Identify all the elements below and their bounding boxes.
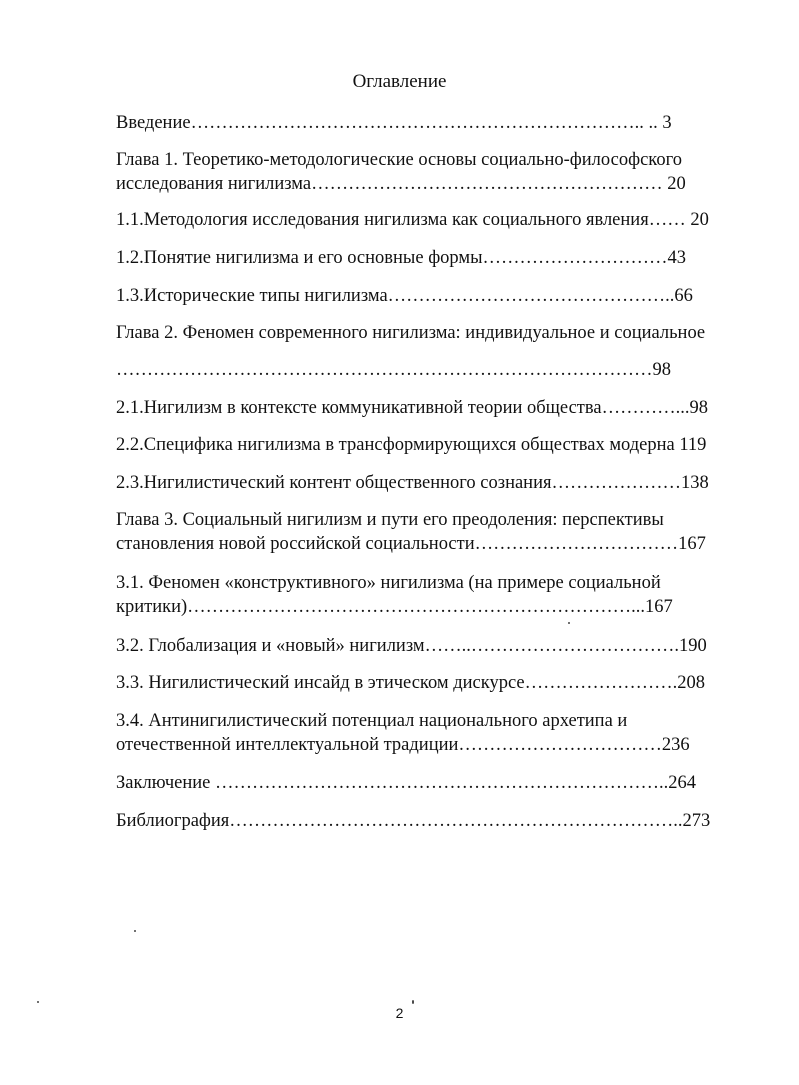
toc-entry-1-3 (116, 284, 742, 308)
toc-entry-2-1 (116, 396, 742, 420)
toc-line: 2.3.Нигилистический контент общественного сознания…………………138 (116, 473, 709, 493)
toc-line: 1.2.Понятие нигилизма и его основные формы…………………………43 (116, 248, 687, 268)
toc-line: Глава 3. Социальный нигилизм и пути его преодоления: перспективы (116, 510, 664, 530)
toc-line: критики)………………………………………………………………...167 (116, 597, 673, 617)
toc-line: 3.4. Антинигилистический потенциал национального архетипа и (116, 711, 628, 731)
scan-speck (37, 1001, 39, 1003)
toc-line: Введение……………………………………………………………….. .. 3 (116, 113, 672, 133)
toc-entry-3-2 (116, 634, 742, 658)
scan-speck (134, 930, 136, 932)
toc-line: 3.3. Нигилистический инсайд в этическом дискурсе…………………….208 (116, 673, 705, 693)
toc-line: 3.1. Феномен «конструктивного» нигилизма (на примере социальной (116, 573, 661, 593)
toc-line: отечественной интеллектуальной традиции……………………………236 (116, 735, 690, 755)
toc-entry-chapter-1 (116, 148, 742, 196)
toc-entry-3-1 (116, 571, 742, 619)
toc-entry-bibliography (116, 809, 742, 833)
toc-line: становления новой российской социальности……………………………167 (116, 534, 706, 554)
toc-line: 1.3.Исторические типы нигилизма………………………………………..66 (116, 286, 693, 306)
toc-entry-chapter-2 (116, 321, 742, 345)
scan-speck (568, 622, 570, 624)
toc-entry-3-3 (116, 671, 742, 695)
toc-line: 2.1.Нигилизм в контексте коммуникативной теории общества…………...98 (116, 398, 708, 418)
toc-line: 2.2.Специфика нигилизма в трансформирующихся обществах модерна 119 (116, 435, 707, 455)
page-title: Оглавление (352, 71, 447, 92)
toc-entry-chapter-2-page (116, 358, 742, 382)
toc-entry-chapter-3 (116, 508, 742, 556)
toc-entry-2-2 (116, 433, 742, 457)
toc-entry-1-1 (116, 208, 742, 232)
toc-line: исследования нигилизма………………………………………………… 20 (116, 174, 686, 194)
toc-entry-introduction (116, 111, 742, 135)
toc-line: ……………………………………………………………………………98 (116, 360, 671, 380)
page-number: 2 (395, 1005, 404, 1021)
toc-line: Заключение ………………………………………………………………..264 (116, 773, 696, 793)
toc-entry-3-4 (116, 709, 742, 757)
toc-entry-2-3 (116, 471, 742, 495)
toc-line: 1.1.Методология исследования нигилизма как социального явления…… 20 (116, 210, 709, 230)
toc-entry-1-2 (116, 246, 742, 270)
toc-line: Библиография………………………………………………………………..273 (116, 811, 711, 831)
toc-entry-conclusion (116, 771, 742, 795)
toc-line: 3.2. Глобализация и «новый» нигилизм……..…………………………….190 (116, 636, 707, 656)
toc-line: Глава 2. Феномен современного нигилизма: индивидуальное и социальное (116, 323, 706, 343)
toc-line: Глава 1. Теоретико-методологические основы социально-философского (116, 150, 682, 170)
